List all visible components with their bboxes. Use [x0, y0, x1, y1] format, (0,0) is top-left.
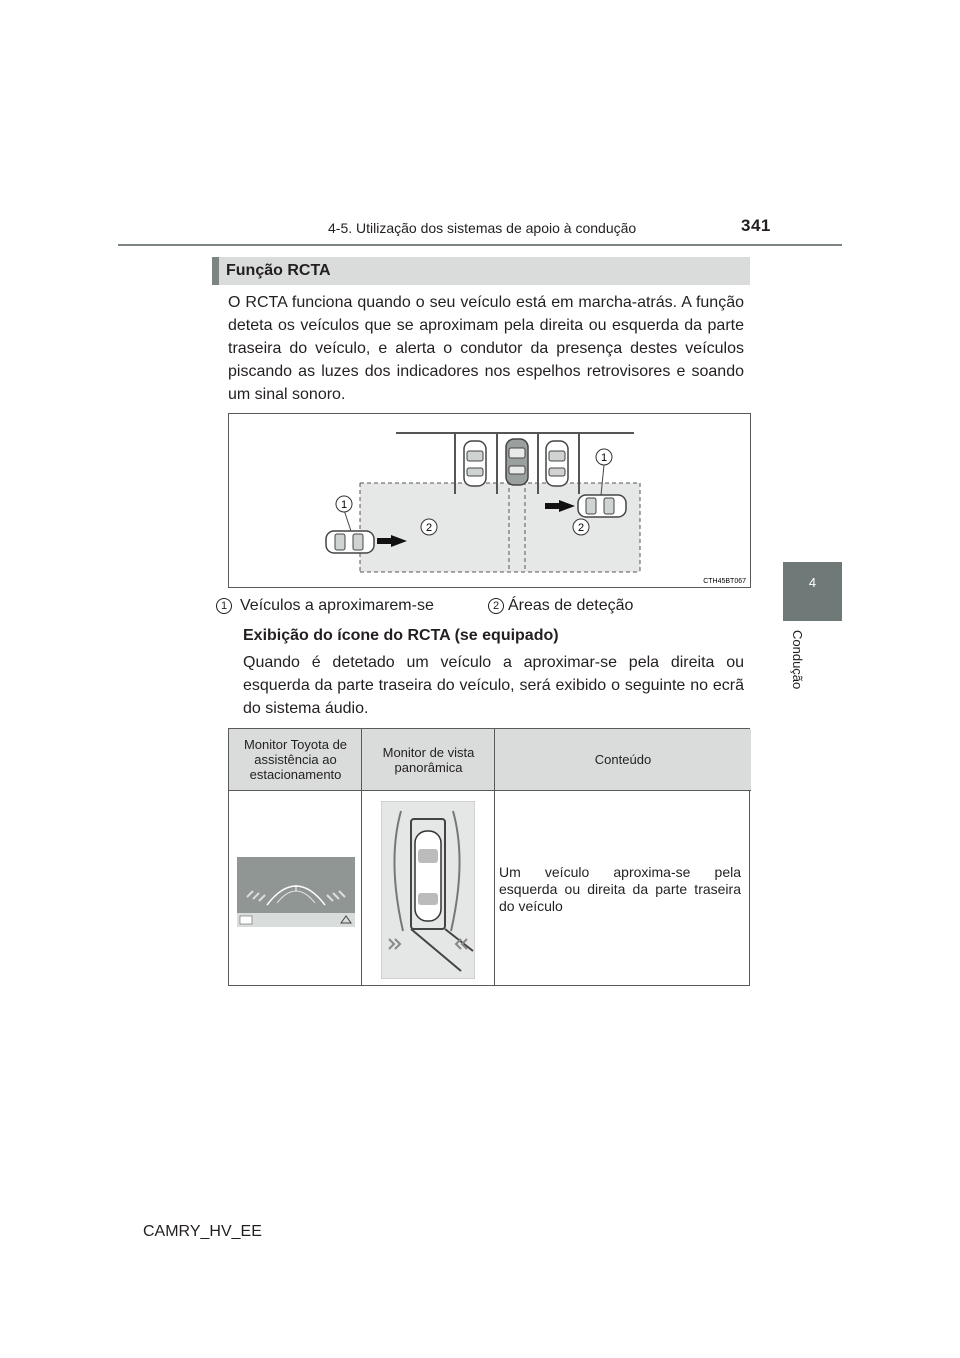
svg-text:2: 2	[577, 522, 585, 534]
legend-text-1: Veículos a aproximarem-se	[240, 597, 434, 614]
table-header-parking-assist: Monitor Toyota de assistência ao estacionamento	[229, 729, 362, 791]
legend-item-1	[216, 597, 434, 615]
table-header-content: Conteúdo	[495, 729, 751, 791]
approaching-car-left-icon	[326, 531, 374, 553]
chapter-tab	[783, 562, 842, 621]
panoramic-screen-image	[381, 801, 475, 979]
rcta-diagram	[228, 413, 751, 588]
approaching-car-right-icon	[578, 495, 626, 517]
callout-1-left	[336, 496, 352, 512]
sub-paragraph: Quando é detetado um veículo a aproximar-se pela direita ou esquerda da parte traseira do veículo, será exibido o seguinte no ecrã do sistema áudio.	[243, 654, 744, 717]
footer-model-code: CAMRY_HV_EE	[143, 1223, 262, 1240]
parking-assist-screen-image	[237, 857, 355, 927]
header-section-title: 4-5. Utilização dos sistemas de apoio à condução	[328, 220, 637, 236]
legend-num-1: 1	[216, 598, 232, 614]
legend-text-2: Áreas de deteção	[508, 597, 634, 614]
figure-code: CTH45BT067	[703, 578, 746, 585]
svg-text:1: 1	[600, 452, 608, 464]
rcta-icon-table	[228, 728, 750, 986]
intro-paragraph: O RCTA funciona quando o seu veículo está em marcha-atrás. A função deteta os veículos que se aproximam pela direita ou esquerda da parte traseira do veículo, e alerta o condutor da presença destes veículos piscando as luzes dos indicadores nos espelhos retrovisores e soando um sinal sonoro.	[228, 294, 744, 403]
subheading: Exibição do ícone do RCTA (se equipado)	[243, 627, 559, 644]
parked-car-right-icon	[546, 441, 568, 486]
rcta-diagram-svg	[229, 414, 750, 587]
callout-2-right	[573, 519, 589, 535]
section-title: Função RCTA	[226, 262, 331, 279]
parked-car-left-icon	[464, 441, 486, 486]
header-rule	[118, 244, 842, 246]
svg-text:2: 2	[425, 522, 433, 534]
chapter-tab-number: 4	[808, 575, 817, 590]
page-number: 341	[741, 216, 771, 235]
own-vehicle-icon	[506, 439, 528, 485]
table-header-panoramic: Monitor de vista panorâmica	[362, 729, 495, 791]
section-bar-accent	[212, 257, 219, 285]
callout-1-right	[596, 449, 612, 465]
legend-item-2	[488, 597, 633, 615]
table-cell-content: Um veículo aproxima-se pela esquerda ou direita da parte traseira do veículo	[499, 864, 741, 914]
chapter-tab-label: Condução	[790, 630, 805, 690]
legend-num-2: 2	[488, 598, 504, 614]
svg-text:1: 1	[340, 499, 348, 511]
callout-2-left	[421, 519, 437, 535]
